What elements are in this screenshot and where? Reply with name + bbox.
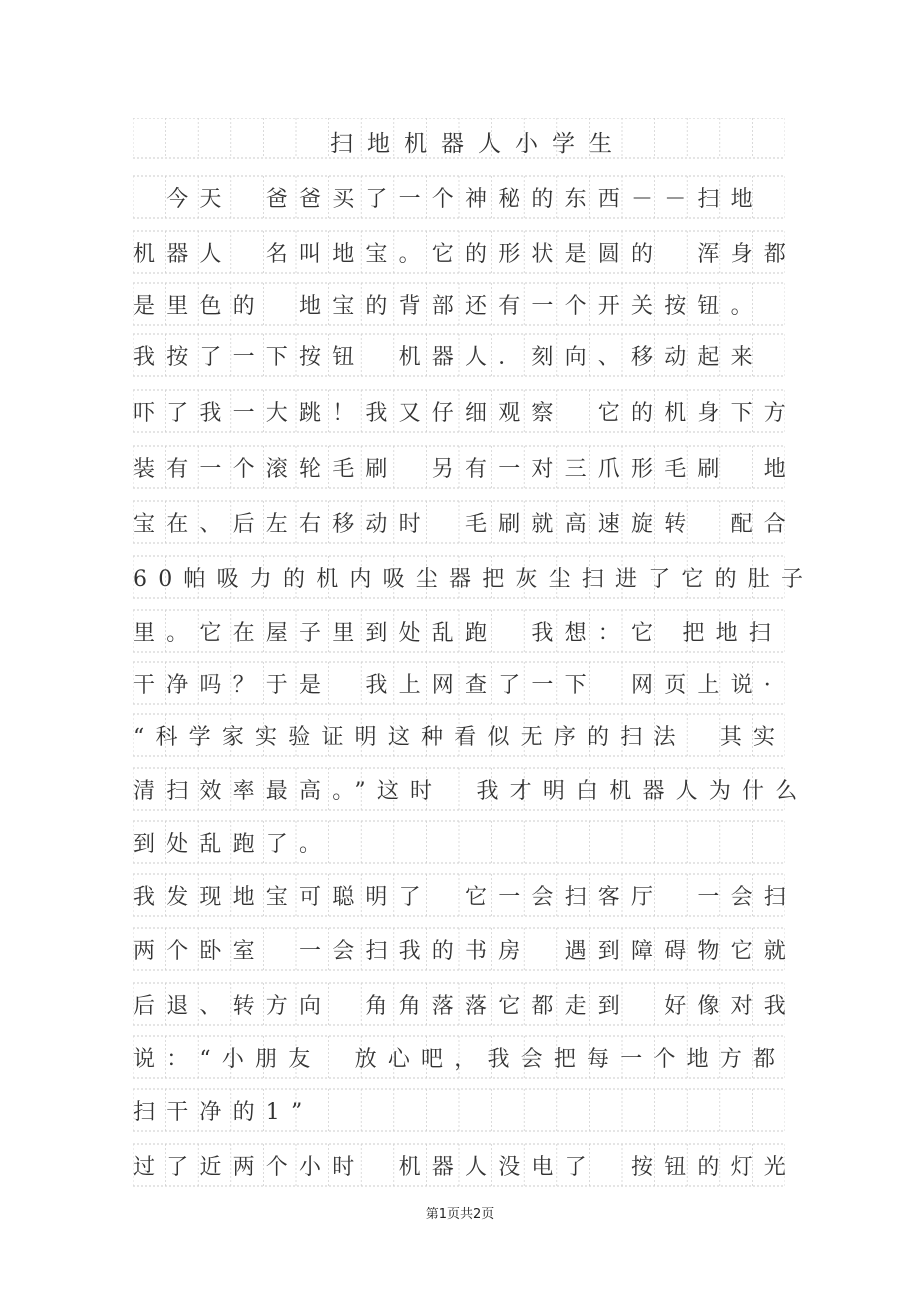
essay-line: 装有一个滚轮毛刷 另有一对三爪形毛刷 地 [133,457,798,482]
essay-line: 吓了我一大跳！我又仔细观察 它的机身下方 [133,401,798,426]
essay-line: 宝在、后左右移动时 毛刷就高速旋转 配合 [133,512,798,537]
essay-line: 扫干净的1” [133,1100,314,1125]
essay-line: 60帕吸力的机内吸尘器把灰尘扫进了它的肚子 [133,567,815,592]
essay-line: 两个卧室 一会扫我的书房 遇到障碍物它就 [133,939,798,964]
essay-line: 到处乱跑了。 [133,832,333,857]
essay-line: 我按了一下按钮 机器人．刻向、移动起来 [133,345,764,370]
essay-line: 干净吗？于是 我上网查了一下 网页上说· [133,673,782,698]
essay-line: 今天 爸爸买了一个神秘的东西－－扫地 [133,187,764,212]
essay-line: 过了近两个小时 机器人没电了 按钮的灯光 [133,1155,798,1180]
essay-line: 说：“小朋友 放心吧，我会把每一个地方都 [133,1047,787,1072]
page-footer: 第1页共2页 [425,1207,495,1222]
essay-line: 我发现地宝可聪明了 它一会扫客厅 一会扫 [133,885,798,910]
essay-line: “科学家实验证明这种看似无序的扫法 其实 [133,725,787,750]
essay-title: 扫地机器人小学生 [330,131,626,157]
essay-line: 是里色的 地宝的背部还有一个开关按钮。 [133,294,764,319]
essay-line: 里。它在屋子里到处乱跑 我想：它 把地扫 [133,621,782,646]
essay-line: 后退、转方向 角角落落它都走到 好像对我 [133,994,798,1019]
essay-line: 机器人 名叫地宝。它的形状是圆的 浑身都 [133,242,798,267]
essay-line: 清扫效率最高。”这时 我才明白机器人为什么 [133,779,809,804]
